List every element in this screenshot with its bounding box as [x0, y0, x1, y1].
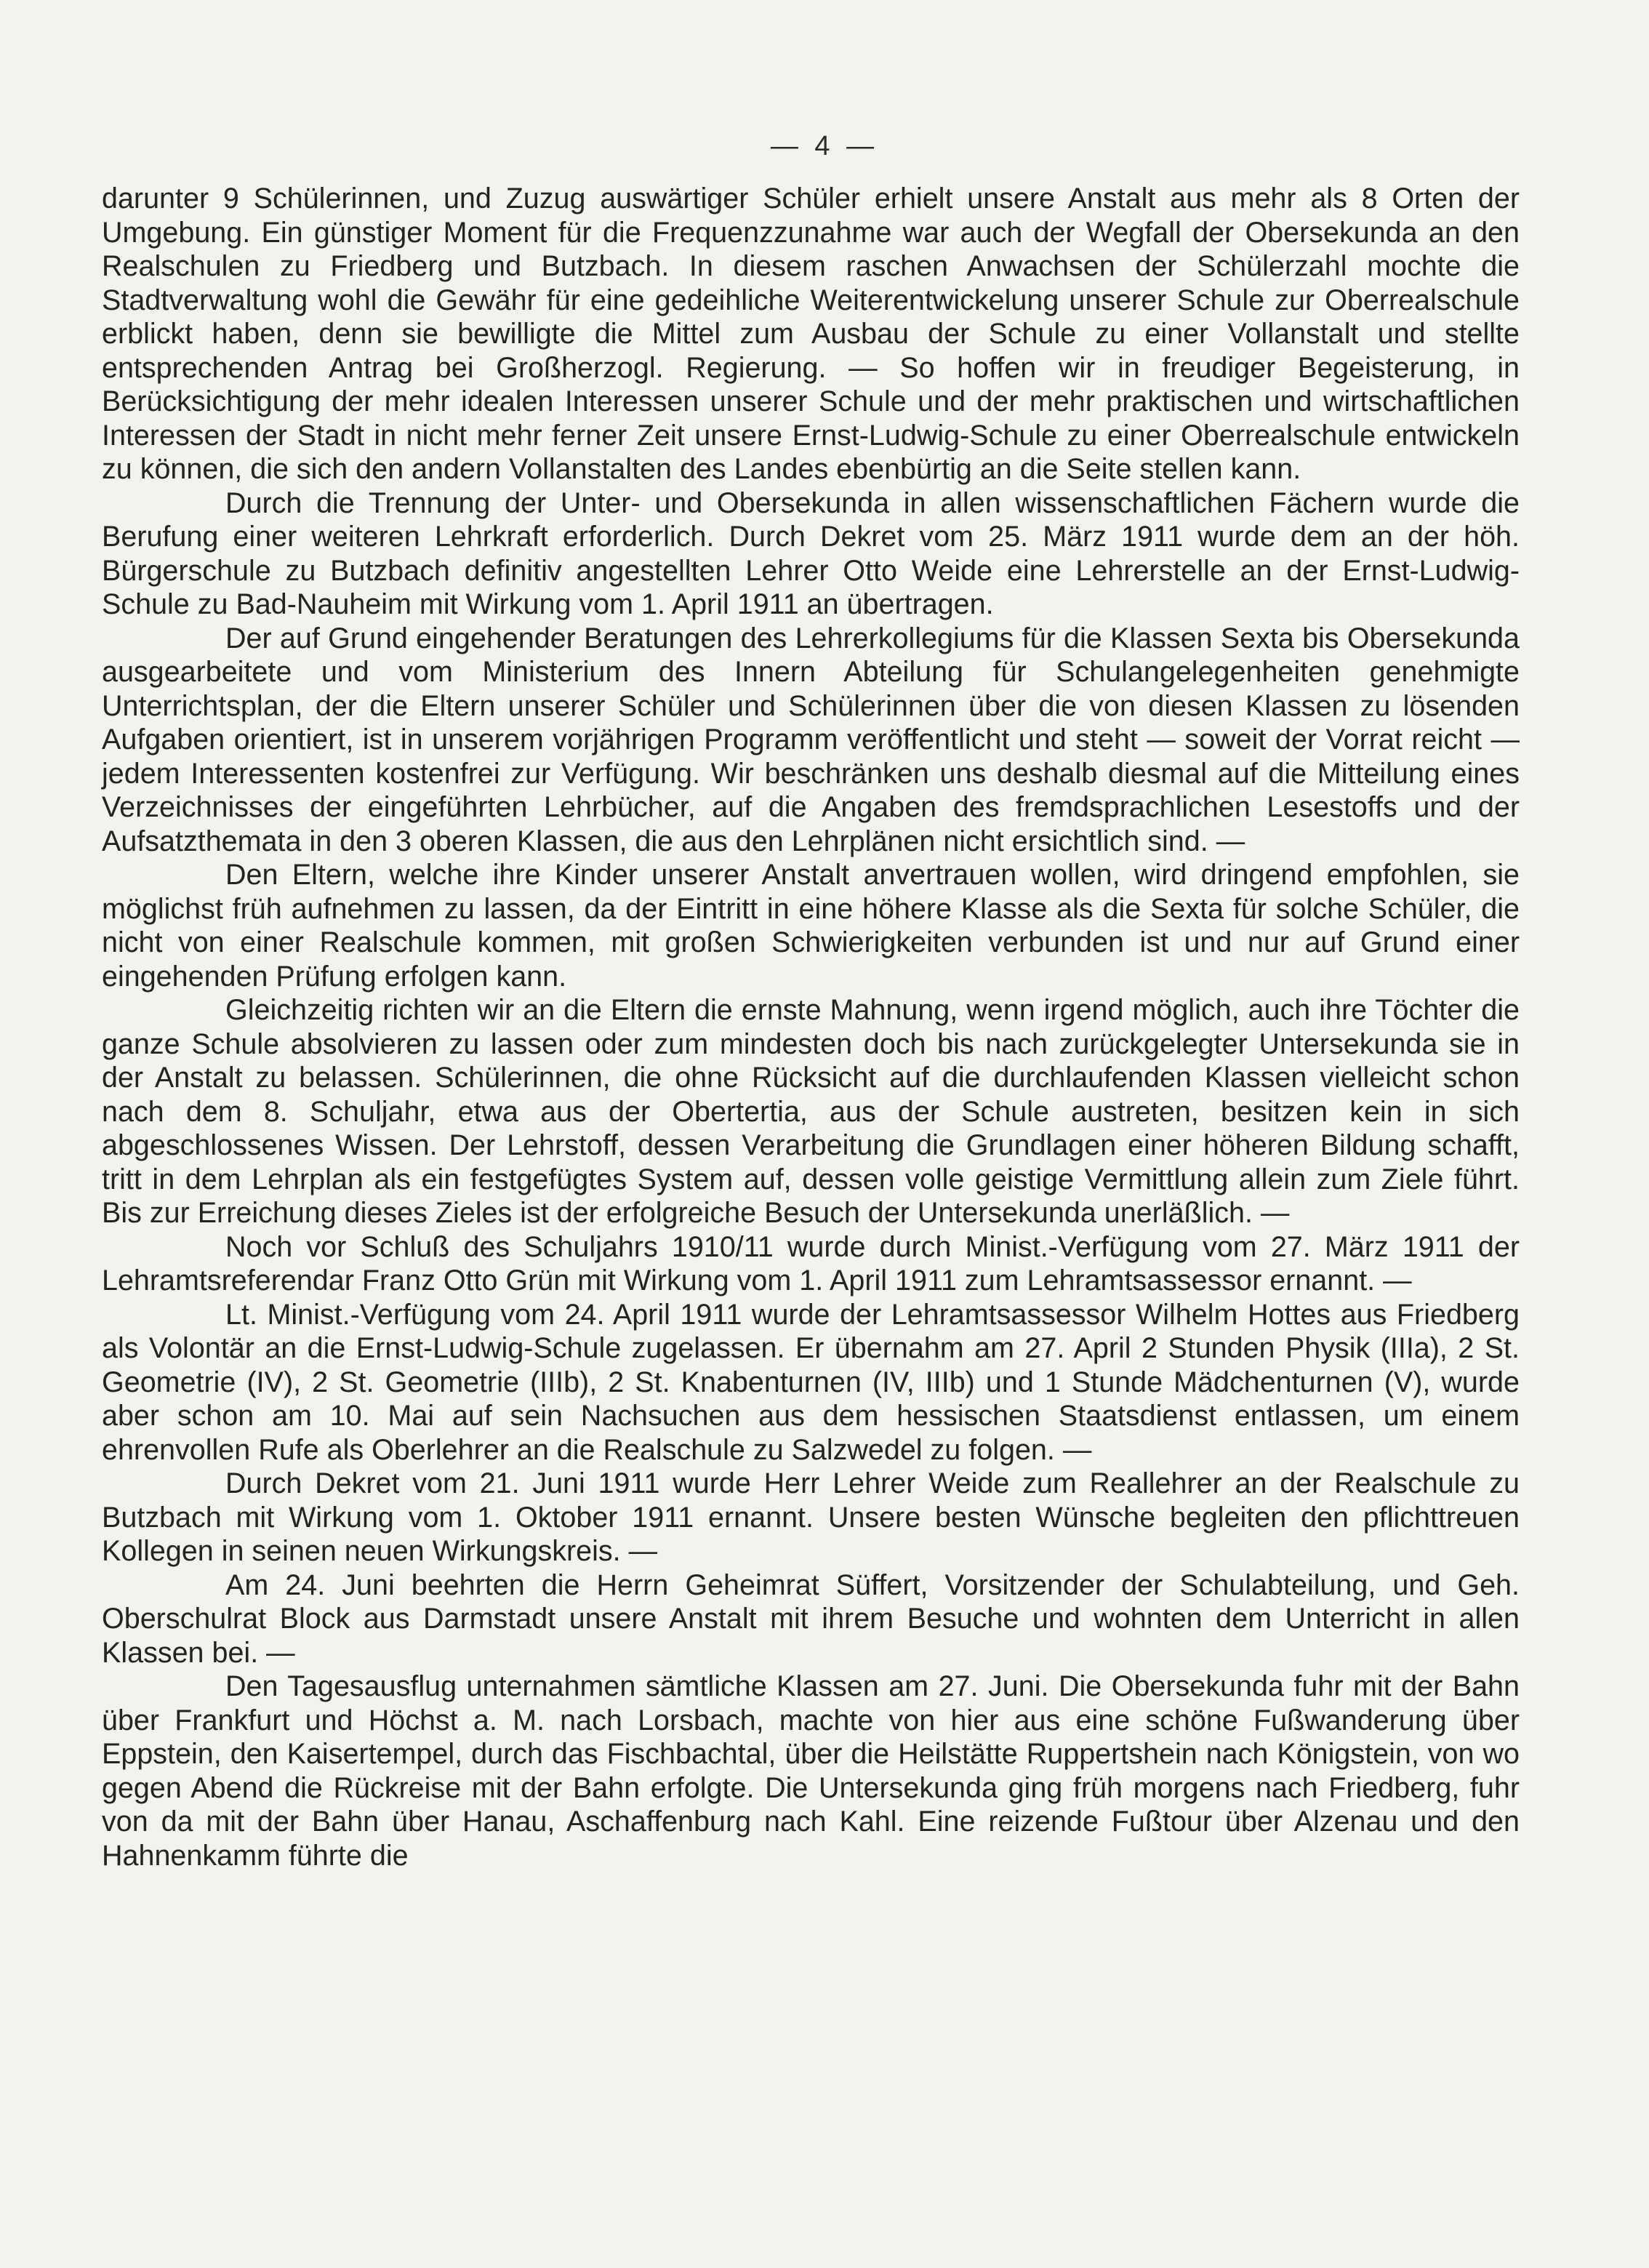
paragraph-7: Lt. Minist.-Verfügung vom 24. April 1911 wurde der Lehramtsassessor Wilhelm Hottes aus Friedberg als Volontär an die Ernst-Ludwig-Schule zugelassen. Er übernahm am 27. April 2 Stunden Physik (IIIa), 2 St. Geometrie (IV), 2 St. Geometrie (IIIb), 2 St. Knabenturnen (IV, IIIb) und 1 Stunde Mädchenturnen (V), wurde aber schon am 10. Mai auf sein Nachsuchen aus dem hessischen Staatsdienst entlassen, um einem ehrenvollen Rufe als Oberlehrer an die Realschule zu Salzwedel zu folgen. — — [102, 1298, 1520, 1466]
paragraph-1: darunter 9 Schülerinnen, und Zuzug auswärtiger Schüler erhielt unsere Anstalt aus mehr als 8 Orten der Umgebung. Ein günstiger Moment für die Frequenzzunahme war auch der Wegfall der Obersekunda an den Realschulen zu Friedberg und Butzbach. In diesem raschen Anwachsen der Schülerzahl mochte die Stadtverwaltung wohl die Gewähr für eine gedeihliche Weiterentwickelung unserer Schule zur Oberrealschule erblickt haben, denn sie bewilligte die Mittel zum Ausbau der Schule zu einer Vollanstalt und stellte entsprechenden Antrag bei Großherzogl. Regierung. — So hoffen wir in freudiger Begeisterung, in Berücksichtigung der mehr idealen Interessen unserer Schule und der mehr praktischen und wirtschaftlichen Interessen der Stadt in nicht mehr ferner Zeit unsere Ernst-Ludwig-Schule zu einer Oberrealschule entwickeln zu können, die sich den andern Vollanstalten des Landes ebenbürtig an die Seite stellen kann. — [102, 183, 1520, 485]
body-text — [102, 182, 1520, 1872]
paragraph-10: Den Tagesausflug unternahmen sämtliche Klassen am 27. Juni. Die Obersekunda fuhr mit der Bahn über Frankfurt und Höchst a. M. nach Lorsbach, machte von hier aus eine schöne Fußwanderung über Eppstein, den Kaisertempel, durch das Fischbachtal, über die Heilstätte Ruppertshein nach Königstein, von wo gegen Abend die Rückreise mit der Bahn erfolgte. Die Untersekunda ging früh morgens nach Friedberg, fuhr von da mit der Bahn über Hanau, Aschaffenburg nach Kahl. Eine reizende Fußtour über Alzenau und den Hahnenkamm führte die — [102, 1670, 1520, 1872]
paragraph-8: Durch Dekret vom 21. Juni 1911 wurde Herr Lehrer Weide zum Reallehrer an der Realschule zu Butzbach mit Wirkung vom 1. Oktober 1911 ernannt. Unsere besten Wünsche begleiten den pflichttreuen Kollegen in seinen neuen Wirkungskreis. — — [102, 1467, 1520, 1567]
paragraph-3: Der auf Grund eingehender Beratungen des Lehrerkollegiums für die Klassen Sexta bis Obersekunda ausgearbeitete und vom Ministerium des Innern Abteilung für Schulangelegenheiten genehmigte Unterrichtsplan, der die Eltern unserer Schüler und Schülerinnen über die von diesen Klassen zu lösenden Aufgaben orientiert, ist in unserem vorjährigen Programm veröffentlicht und steht — soweit der Vorrat reicht — jedem Interessenten kostenfrei zur Verfügung. Wir beschränken uns deshalb diesmal auf die Mitteilung eines Verzeichnisses der eingeführten Lehrbücher, auf die Angaben des fremdsprachlichen Lesestoffs und der Aufsatzthemata in den 3 oberen Klassen, die aus den Lehrplänen nicht ersichtlich sind. — — [102, 622, 1520, 857]
paragraph-2: Durch die Trennung der Unter- und Obersekunda in allen wissenschaftlichen Fächern wurde die Berufung einer weiteren Lehrkraft erforderlich. Durch Dekret vom 25. März 1911 wurde dem an der höh. Bürgerschule zu Butzbach definitiv angestellten Lehrer Otto Weide eine Lehrerstelle an der Ernst-Ludwig-Schule zu Bad-Nauheim mit Wirkung vom 1. April 1911 an übertragen. — [102, 486, 1520, 620]
paragraph-9: Am 24. Juni beehrten die Herrn Geheimrat Süffert, Vorsitzender der Schulabteilung, und Geh. Oberschulrat Block aus Darmstadt unsere Anstalt mit ihrem Besuche und wohnten dem Unterricht in allen Klassen bei. — — [102, 1568, 1520, 1669]
paragraph-6: Noch vor Schluß des Schuljahrs 1910/11 wurde durch Minist.-Verfügung vom 27. März 1911 der Lehramtsreferendar Franz Otto Grün mit Wirkung vom 1. April 1911 zum Lehramtsassessor ernannt. — — [102, 1230, 1520, 1297]
page-number: — 4 — — [770, 131, 879, 161]
paragraph-4: Den Eltern, welche ihre Kinder unserer Anstalt anvertrauen wollen, wird dringend empfohlen, sie möglichst früh aufnehmen zu lassen, da der Eintritt in eine höhere Klasse als die Sexta für solche Schüler, die nicht von einer Realschule kommen, mit großen Schwierigkeiten verbunden ist und nur auf Grund einer eingehenden Prüfung erfolgen kann. — [102, 859, 1520, 993]
paragraph-5: Gleichzeitig richten wir an die Eltern die ernste Mahnung, wenn irgend möglich, auch ihre Töchter die ganze Schule absolvieren zu lassen oder zum mindesten doch bis nach zurückgelegter Untersekunda sie in der Anstalt zu belassen. Schülerinnen, die ohne Rücksicht auf die durchlaufenden Klassen vielleicht schon nach dem 8. Schuljahr, etwa aus der Obertertia, aus der Schule austreten, besitzen kein in sich abgeschlossenes Wissen. Der Lehrstoff, dessen Verarbeitung die Grundlagen einer höheren Bildung schafft, tritt in dem Lehrplan als ein festgefügtes System auf, dessen volle geistige Vermittlung allein zum Ziele führt. Bis zur Erreichung dieses Zieles ist der erfolgreiche Besuch der Untersekunda unerläßlich. — — [102, 994, 1520, 1229]
